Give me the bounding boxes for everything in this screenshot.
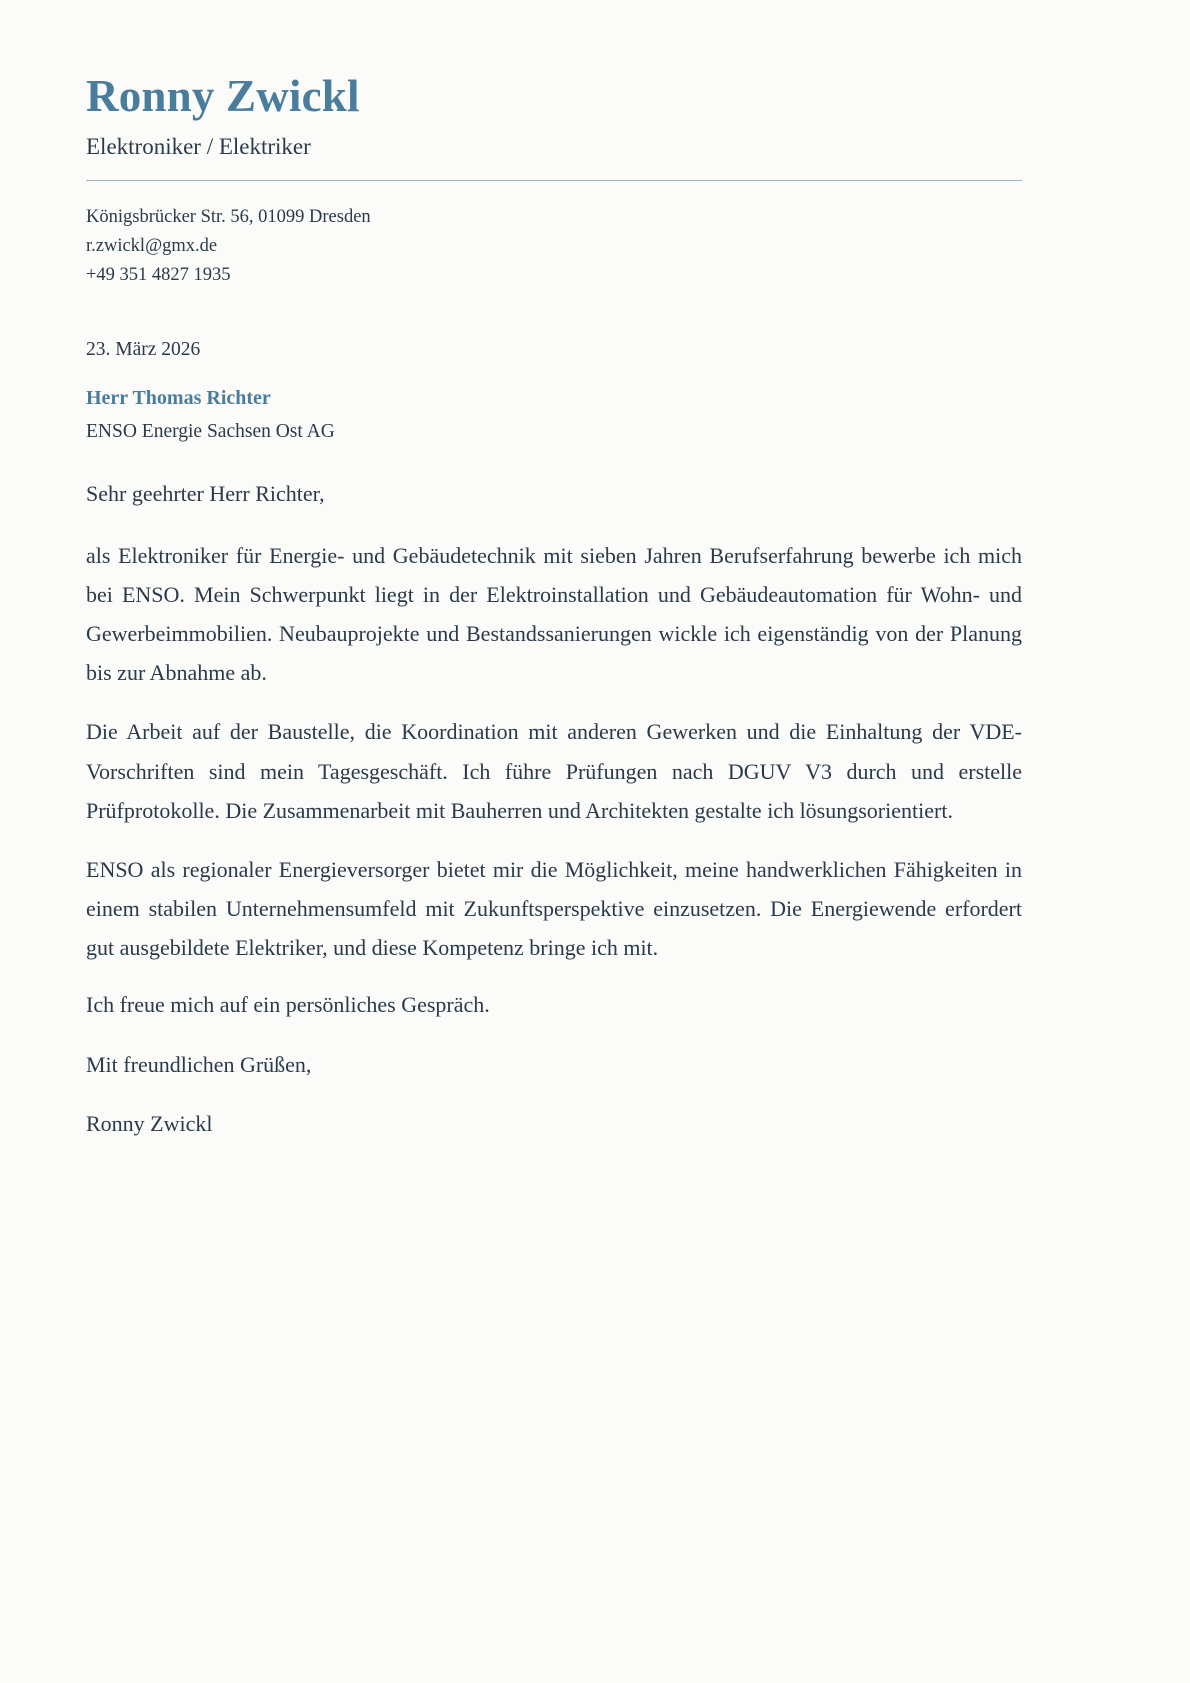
contact-email: r.zwickl@gmx.de — [86, 235, 218, 256]
salutation: Sehr geehrter Herr Richter, — [86, 480, 325, 506]
recipient-company: ENSO Energie Sachsen Ost AG — [86, 420, 335, 442]
contact-phone: +49 351 4827 1935 — [86, 264, 231, 285]
body-paragraph: Die Arbeit auf der Baustelle, die Koordination mit anderen Gewerken und die Einhaltung der VDE-Vorschriften sind mein Tagesgeschäft. Ich führe Prüfungen nach DGUV V3 durch und erstelle Prüfprotokolle. Die Zusammenarbeit mit Bauherren und Architekten gestalte ich lösungsorientiert. — [86, 719, 1022, 823]
closing-request: Ich freue mich auf ein persönliches Gespräch. — [86, 992, 490, 1018]
letter-date: 23. März 2026 — [86, 339, 201, 361]
body-paragraph: ENSO als regionaler Energieversorger bietet mir die Möglichkeit, meine handwerklichen Fähigkeiten in einem stabilen Unternehmensumfeld mit Zukunftsperspektive einzusetzen. Die Energiewende erfordert gut ausgebildete Elektriker, und diese Kompetenz bringe ich mit. — [86, 856, 1022, 961]
header-divider — [86, 180, 1022, 181]
signature-name: Ronny Zwickl — [86, 1110, 213, 1136]
applicant-role: Elektroniker / Elektriker — [86, 133, 311, 159]
recipient-name: Herr Thomas Richter — [86, 386, 271, 409]
contact-address: Königsbrücker Str. 56, 01099 Dresden — [86, 207, 371, 228]
page-title: Ronny Zwickl — [86, 71, 360, 121]
contact-block — [86, 203, 1022, 289]
body-paragraph: als Elektroniker für Energie- und Gebäudetechnik mit sieben Jahren Berufserfahrung bewerbe ich mich bei ENSO. Mein Schwerpunkt liegt in der Elektroinstallation und Gebäudeautomation für Wohn- und Gewerbeimmobilien. Neubauprojekte und Bestandssanierungen wickle ich eigenständig von der Planung bis zur Abnahme ab. — [86, 542, 1022, 686]
closing-salutation: Mit freundlichen Grüßen, — [86, 1051, 312, 1077]
